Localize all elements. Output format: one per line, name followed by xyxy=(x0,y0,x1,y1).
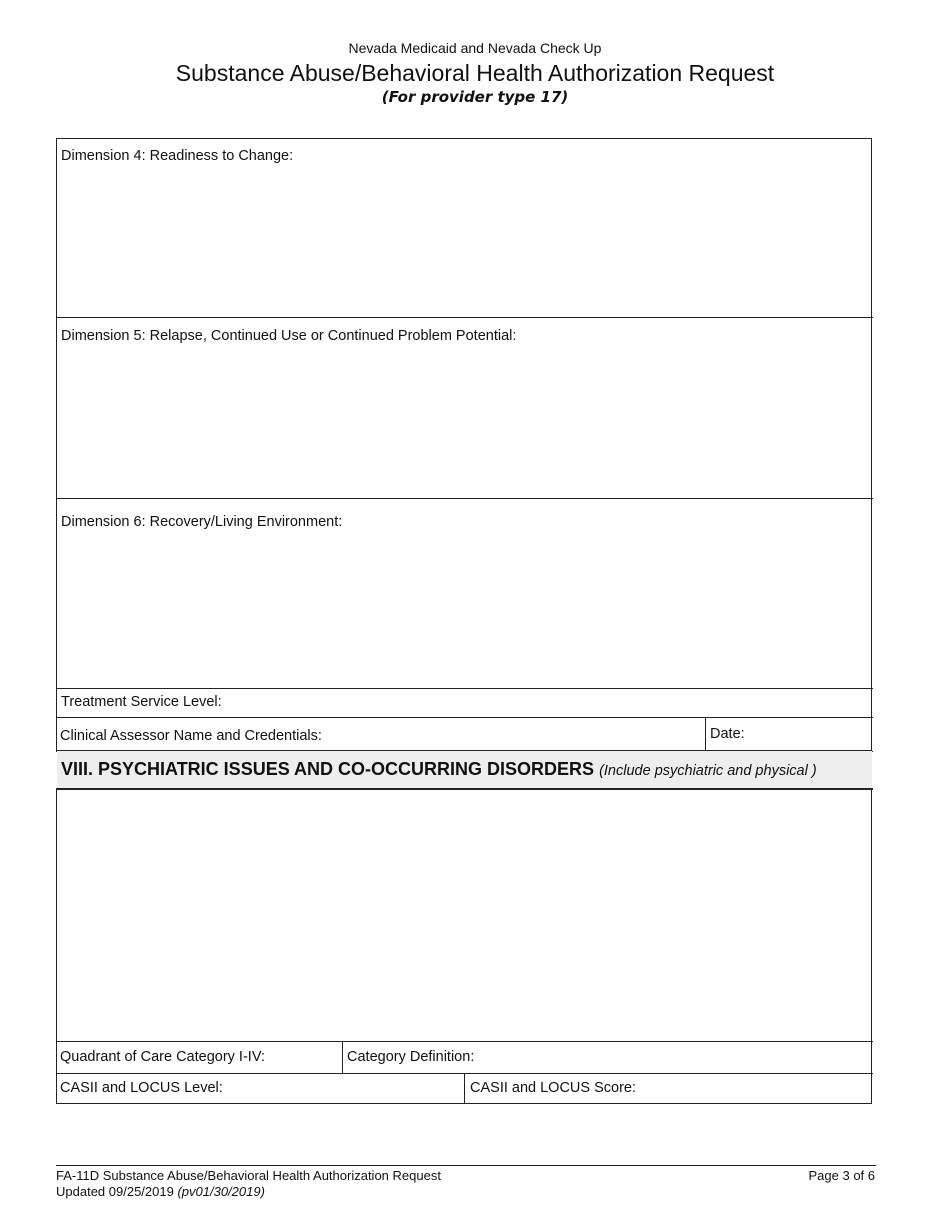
dimension-6-label: Dimension 6: Recovery/Living Environment: xyxy=(61,514,343,530)
clinical-assessor-field[interactable]: Clinical Assessor Name and Credentials: xyxy=(60,728,322,744)
category-definition-field[interactable]: Category Definition: xyxy=(347,1049,475,1065)
divider xyxy=(56,1041,873,1042)
divider xyxy=(56,717,873,718)
footer-updated-line xyxy=(56,1184,441,1200)
footer-form-name: FA-11D Substance Abuse/Behavioral Health Authorization Request xyxy=(56,1168,441,1183)
section-8-header xyxy=(57,751,872,789)
divider xyxy=(705,717,706,751)
treatment-service-level-field[interactable]: Treatment Service Level: xyxy=(61,694,222,710)
section-8-note: (Include psychiatric and physical ) xyxy=(599,763,817,779)
dimension-4-label: Dimension 4: Readiness to Change: xyxy=(61,148,294,164)
section-8-title xyxy=(61,759,817,780)
divider xyxy=(56,317,873,318)
casii-level-field[interactable]: CASII and LOCUS Level: xyxy=(60,1080,223,1096)
section-8-title-text: VIII. PSYCHIATRIC ISSUES AND CO-OCCURRING DISORDERS xyxy=(61,759,595,779)
quadrant-field[interactable]: Quadrant of Care Category I-IV: xyxy=(60,1049,265,1065)
form-table-upper xyxy=(56,138,872,751)
divider xyxy=(342,1041,343,1073)
form-subtitle: (For provider type 17) xyxy=(381,88,569,106)
divider xyxy=(56,498,873,499)
footer-version: (pv01/30/2019) xyxy=(177,1184,265,1199)
divider xyxy=(56,688,873,689)
casii-score-field[interactable]: CASII and LOCUS Score: xyxy=(470,1080,637,1096)
footer-rule xyxy=(56,1165,876,1166)
footer-updated: Updated 09/25/2019 xyxy=(56,1184,174,1199)
footer-form-info xyxy=(56,1168,441,1200)
date-field[interactable]: Date: xyxy=(710,726,745,742)
form-title: Substance Abuse/Behavioral Health Authorization Request xyxy=(175,60,775,86)
divider xyxy=(464,1073,465,1104)
dimension-5-label: Dimension 5: Relapse, Continued Use or Continued Problem Potential: xyxy=(61,328,517,344)
agency-name: Nevada Medicaid and Nevada Check Up xyxy=(348,40,602,56)
page-number: Page 3 of 6 xyxy=(808,1168,875,1183)
